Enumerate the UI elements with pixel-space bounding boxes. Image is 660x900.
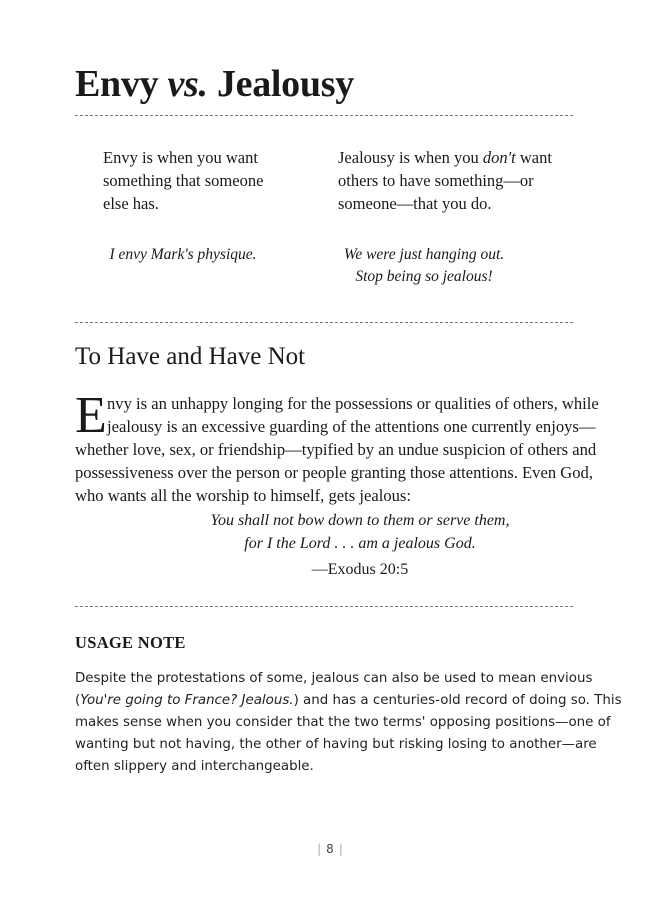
divider — [75, 606, 573, 607]
text-line: makes sense when you consider that the two terms' opposing positions—one of — [75, 715, 611, 730]
text-line: else has. — [103, 194, 159, 213]
divider — [75, 322, 573, 323]
envy-example: I envy Mark's physique. — [109, 246, 257, 263]
text-line: someone—that you do. — [338, 194, 492, 213]
text-line: who wants all the worship to himself, gets jealous: — [75, 486, 411, 505]
text-line: Envy is when you want — [103, 148, 258, 167]
text-line: something that someone — [103, 171, 264, 190]
usage-note-body — [75, 668, 622, 778]
section-body — [75, 387, 599, 507]
text-line: possessiveness over the person or people granting those attentions. Even God, — [75, 463, 593, 482]
text-line: whether love, sex, or friendship—typified by an undue suspicion of others and — [75, 440, 597, 459]
text-line: Jealousy is when you don't want — [338, 148, 552, 167]
text-line: jealousy is an excessive guarding of the attentions one currently enjoys— — [107, 417, 596, 436]
scripture-quote: You shall not bow down to them or serve them, for I the Lord . . . am a jealous God. — [210, 512, 510, 552]
text-line: (You're going to France? Jealous.) and has a centuries-old record of doing so. This — [75, 693, 622, 708]
drop-cap: E — [75, 387, 107, 444]
page-number: | 8 | — [317, 842, 343, 856]
divider — [75, 115, 573, 116]
text-line: Despite the protestations of some, jealous can also be used to mean envious — [75, 671, 593, 686]
citation: —Exodus 20:5 — [311, 561, 409, 578]
envy-definition — [103, 146, 263, 215]
usage-note-heading: USAGE NOTE — [75, 633, 186, 652]
section-heading: To Have and Have Not — [75, 343, 306, 370]
jealousy-definition — [338, 146, 552, 215]
jealousy-example: We were just hanging out. Stop being so jealous! — [343, 246, 505, 285]
text-line: nvy is an unhappy longing for the possessions or qualities of others, while — [107, 394, 599, 413]
text-line: wanting but not having, the other of having but risking losing to another—are — [75, 737, 597, 752]
page-title: Envy vs. Jealousy — [75, 63, 354, 105]
text-line: others to have something—or — [338, 171, 534, 190]
text-line: often slippery and interchangeable. — [75, 759, 314, 774]
